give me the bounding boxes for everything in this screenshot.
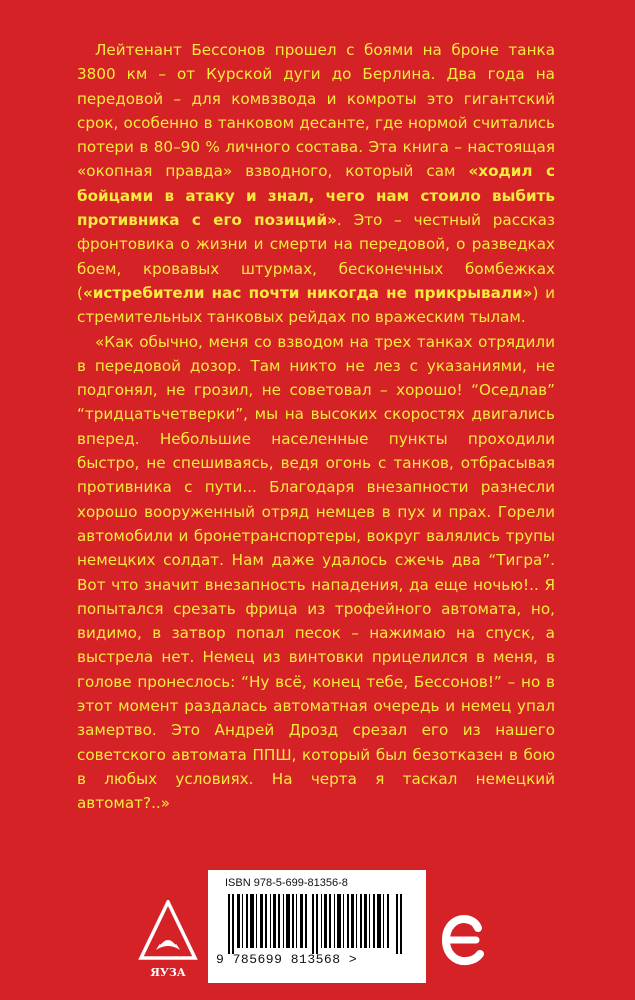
isbn-label: ISBN 978-5-699-81356-8 (225, 877, 348, 889)
barcode-digits: 9 785699 813568 > (216, 952, 358, 967)
highlight-quote: «ходил с бойцами в атаку и знал, чего нам стоило выбить противника с его позиций» (77, 162, 555, 230)
barcode-area (208, 870, 426, 983)
highlight-quote: «истребители нас почти никогда не прикрывали» (82, 283, 533, 302)
publisher-logo-label: ЯУЗА (150, 966, 186, 979)
barcode-icon (220, 894, 414, 954)
annotation-text-part: . Это – честный рассказ фронтовика о жизни и смерти на передовой, о разведках боем, кровавых штурмах, бесконечных бомбежках ( (77, 211, 555, 302)
annotation-text-part: Лейтенант Бессонов прошел с боями на броне танка 3800 км – от Курской дуги до Берлина. Два года на передовой – для комвзвода и комроты это гигантский срок, особенно в танковом десанте, где нормой считались потери в 80–90 % личного состава. Эта книга – настоящая «окопная правда» взводного, который сам (77, 41, 555, 181)
yauza-logo-icon (138, 900, 198, 982)
eksmo-logo-icon (440, 910, 486, 970)
annotation-paragraph (77, 38, 555, 330)
excerpt-paragraph: «Как обычно, меня со взводом на трех танках отрядили в передовой дозор. Там никто не лез с указаниями, не подгонял, не грозил, не советовал – хорошо! “Оседлав” “тридцатьчетверки”, мы на высоких скоростях двигались вперед. Небольшие населенные пункты проходили быстро, не спешиваясь, ведя огонь с танков, отбрасывая противника с пути... Благодаря внезапности разнесли хорошо вооруженный отряд немцев в пух и прах. Горели автомобили и бронетранспортеры, вокруг валялись трупы немецких солдат. Нам даже удалось сжечь два “Тигра”. Вот что значит внезапность нападения, да еще ночью!.. Я попытался срезать фрица из трофейного автомата, но, видимо, в затвор попал песок – нажимаю на спуск, а выстрела нет. Немец из винтовки прицелился в меня, в голове пронеслось: “Ну всё, конец тебе, Бессонов!” – но в этот момент раздалась автоматная очередь и немец упал замертво. Это Андрей Дрозд срезал его из нашего советского автомата ППШ, который был безотказен в бою в любых условиях. На черта я таскал немецкий автомат?..» (77, 332, 555, 813)
annotation-text-part: ) и стремительных танковых рейдах по вражеским тылам. (77, 283, 555, 327)
annotation-text (77, 38, 555, 816)
